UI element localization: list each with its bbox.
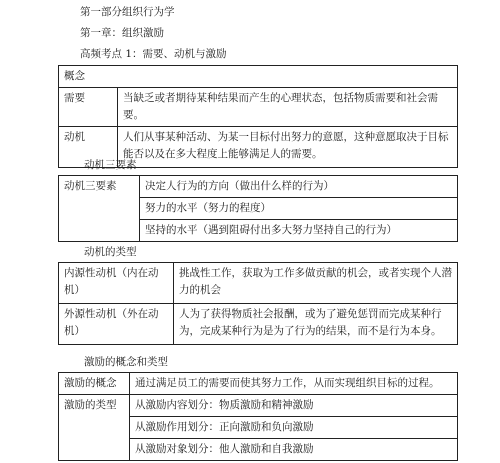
motive-type-term: 内源性动机（内在动机） (59, 263, 174, 304)
motive-types-title: 动机的类型 (84, 246, 137, 258)
table-row (59, 176, 458, 198)
motive-three-item: 努力的水平（努力的程度） (140, 198, 458, 220)
table-row (59, 88, 458, 127)
motive-three-table (58, 175, 458, 242)
concept-term: 动机 (59, 127, 118, 168)
table-row (59, 66, 458, 88)
motive-three-title: 动机三要素 (84, 159, 137, 171)
incentive-title: 激励的概念和类型 (84, 356, 168, 368)
concept-header: 概念 (59, 66, 458, 88)
table-row (59, 395, 458, 417)
concept-desc: 人们从事某种活动、为某一目标付出努力的意愿，这种意愿取决于目标能否以及在多大程度上能够满足人的需要。 (118, 127, 458, 168)
concept-term: 需要 (59, 88, 118, 127)
chapter-heading: 第一章：组织激励 (80, 27, 164, 39)
concept-table (58, 65, 458, 168)
motive-type-desc: 人为了获得物质社会报酬，或为了避免惩罚而完成某种行为，完成某种行为是为了行为的结果，而不是行为本身。 (174, 304, 458, 345)
table-row (59, 263, 458, 304)
exam-point-heading: 高频考点 1：需要、动机与激励 (80, 48, 227, 60)
motive-types-table (58, 262, 458, 345)
motive-three-item: 坚持的水平（遇到阻碍付出多大努力坚持自己的行为） (140, 220, 458, 242)
incentive-type-item: 从激励对象划分：他人激励和自我激励 (130, 439, 458, 461)
motive-type-desc: 挑战性工作，获取为工作多做贡献的机会，或者实现个人潜力的机会 (174, 263, 458, 304)
concept-desc: 当缺乏或者期待某种结果而产生的心理状态，包括物质需要和社会需要。 (118, 88, 458, 127)
table-row (59, 373, 458, 395)
part-heading: 第一部分组织行为学 (80, 6, 175, 18)
motive-three-label: 动机三要素 (59, 176, 140, 242)
incentive-type-item: 从激励作用划分：正向激励和负向激励 (130, 417, 458, 439)
incentive-concept-desc: 通过满足员工的需要而使其努力工作，从而实现组织目标的过程。 (130, 373, 458, 395)
incentive-type-item: 从激励内容划分：物质激励和精神激励 (130, 395, 458, 417)
motive-three-item: 决定人行为的方向（做出什么样的行为） (140, 176, 458, 198)
table-row (59, 304, 458, 345)
incentive-concept-label: 激励的概念 (59, 373, 130, 395)
motive-type-term: 外源性动机（外在动机） (59, 304, 174, 345)
incentive-types-label: 激励的类型 (59, 395, 130, 461)
incentive-table (58, 372, 458, 461)
